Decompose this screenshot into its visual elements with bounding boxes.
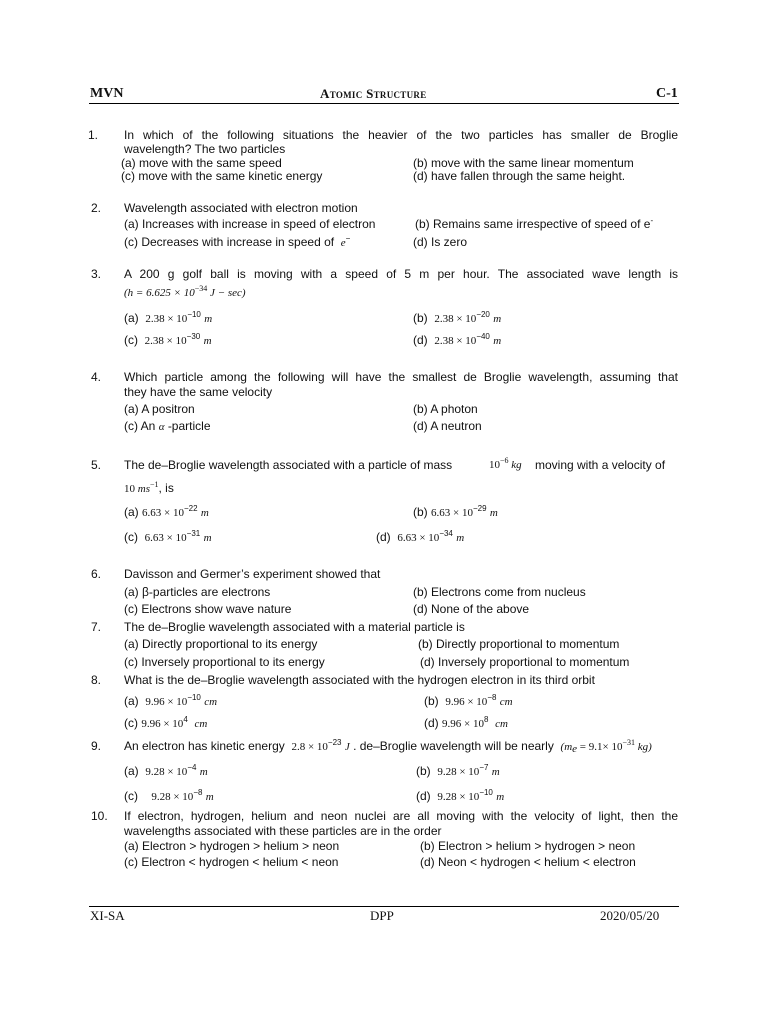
header-left: MVN [90,86,124,101]
q3-option-b [413,311,501,326]
q9-ke-exp: −23 [327,738,342,747]
q3-option-a [124,311,212,326]
q3-given [124,284,246,299]
q2-option-c-math: e [340,237,346,249]
q3-option-a-label: (a) [124,311,139,325]
q3-given-unit: J − sec) [210,287,246,299]
q10-number: 10. [91,809,108,823]
q9-option-b-exp: −7 [479,763,489,772]
q5-option-d-exp: −34 [439,529,453,538]
q2-option-c [124,235,350,250]
q3-option-c-unit: m [203,335,212,347]
q7-number: 7. [91,620,102,634]
q9-option-c [124,789,214,804]
q3-option-c-label: (c) [124,333,138,347]
q8-option-a-exp: −10 [187,693,201,702]
q8-option-d [424,716,508,731]
q5-option-c [124,530,212,545]
q5-velocity-unit: ms [137,483,150,495]
q5-option-a [124,505,209,520]
q3-option-c-exp: −30 [186,332,201,341]
q8-option-a-unit: cm [204,696,218,708]
q7-option-b: (b) Directly proportional to momentum [418,637,620,651]
q9-option-a-mantissa: 9.28 × 10 [145,766,188,778]
q8-option-b-unit: cm [499,696,513,708]
q3-given-exp: −34 [194,284,208,293]
q8-option-d-mantissa: 9.96 × 10 [442,718,484,730]
q6-number: 6. [91,567,102,581]
header-page-code: C-1 [656,86,678,101]
q9-option-b-mantissa: 9.28 × 10 [437,766,480,778]
q4-option-d: (d) A neutron [413,419,482,433]
q9-option-d [416,789,504,804]
q4-option-c [124,419,211,434]
q9-option-b-unit: m [491,766,500,778]
q5-mass [489,456,522,471]
q1-line2: wavelength? The two particles [124,142,286,156]
q2-text: Wavelength associated with electron motion [124,201,358,215]
q10-option-c: (c) Electron < hydrogen < helium < neon [124,855,339,869]
q5-option-a-mantissa: 6.63 × 10 [142,507,184,519]
q5-velocity [124,481,174,495]
q7-option-d: (d) Inversely proportional to momentum [420,655,630,669]
q9-option-d-exp: −10 [479,788,493,797]
q2-option-b-sup: - [650,216,654,225]
q5-option-a-label: (a) [124,505,139,519]
q7-text: The de–Broglie wavelength associated with a material particle is [124,620,465,634]
q10-line1: If electron, hydrogen, helium and neon nuclei are all moving with the velocity of light, then the [124,809,678,823]
q8-option-c [124,716,207,731]
q3-option-d-mantissa: 2.38 × 10 [434,335,477,347]
q5-option-c-unit: m [203,532,212,544]
q5-mass-exp: −6 [500,456,509,465]
q9-option-a-label: (a) [124,764,139,778]
q4-option-a: (a) A positron [124,402,195,416]
q7-option-c: (c) Inversely proportional to its energy [124,655,325,669]
q2-number: 2. [91,201,102,215]
q5-option-b-label: (b) [413,505,428,519]
q5-line1b: moving with a velocity of [535,458,666,472]
q9-option-b [416,764,500,779]
footer-center: DPP [370,908,394,923]
q8-option-a-mantissa: 9.96 × 10 [145,696,188,708]
q5-option-b [413,505,498,520]
q10-option-d: (d) Neon < hydrogen < helium < electron [420,855,636,869]
q6-text: Davisson and Germer’s experiment showed that [124,567,381,581]
q5-line1a: The de–Broglie wavelength associated with a particle of mass [124,458,453,472]
q5-option-c-label: (c) [124,530,138,544]
q10-option-b: (b) Electron > helium > hydrogen > neon [420,839,636,853]
q5-option-d-mantissa: 6.63 × 10 [397,532,440,544]
q4-number: 4. [91,370,102,384]
q9-option-d-mantissa: 9.28 × 10 [437,791,480,803]
q2-option-d: (d) Is zero [413,235,468,249]
q5-option-a-exp: −22 [183,504,198,513]
q9-option-c-label: (c) [124,789,138,803]
q3-line1: A 200 g golf ball is moving with a speed of 5 m per hour. The associated wave length is [124,267,678,281]
q3-option-a-exp: −10 [187,310,201,319]
q3-option-c-mantissa: 2.38 × 10 [144,335,187,347]
q5-option-b-unit: m [489,507,498,519]
q2-option-c-sup: − [345,234,351,243]
q9-option-a-unit: m [199,766,208,778]
q9-me-exp: −31 [622,738,635,747]
q3-option-d-unit: m [493,335,502,347]
q5-option-c-exp: −31 [186,529,201,538]
footer-date: 2020/05/20 [600,908,660,923]
q5-option-d-label: (d) [376,530,391,544]
q3-option-c [124,333,212,348]
q8-option-c-label: (c) [124,716,138,730]
q2-option-c-text: (c) Decreases with increase in speed of [124,235,335,249]
q6-option-c: (c) Electrons show wave nature [124,602,292,616]
q8-option-b-mantissa: 9.96 × 10 [445,696,488,708]
q5-line2-suffix: , is [158,481,174,495]
q5-velocity-value: 10 [124,483,135,495]
q1-option-d: (d) have fallen through the same height. [413,169,626,183]
q3-option-b-unit: m [493,313,502,325]
q6-option-d: (d) None of the above [413,602,530,616]
q6-option-b: (b) Electrons come from nucleus [413,585,586,599]
q2-option-b-text: (b) Remains same irrespective of speed of e [415,217,651,231]
q1-line1: In which of the following situations the heavier of the two particles has smaller de Broglie [124,128,678,142]
q5-option-c-mantissa: 6.63 × 10 [144,532,187,544]
q2-option-b [415,217,653,231]
q1-option-b: (b) move with the same linear momentum [413,156,634,170]
q5-option-b-exp: −29 [472,504,487,513]
q4-line1: Which particle among the following will have the smallest de Broglie wavelength, assuming that [124,370,678,384]
q5-velocity-exp: −1 [149,480,159,489]
q10-option-a: (a) Electron > hydrogen > helium > neon [124,839,340,853]
q9-number: 9. [91,739,102,753]
q9-option-a [124,764,208,779]
q10-line2: wavelengths associated with these particles are in the order [124,824,442,838]
q4-option-c-suffix: -particle [167,419,211,433]
q3-option-b-mantissa: 2.38 × 10 [434,313,477,325]
q9-me-symbol: (m [560,741,573,753]
q5-option-a-unit: m [200,507,209,519]
q9-text-end: . de–Broglie wavelength will be nearly [353,739,554,753]
q9-text [124,739,652,754]
q9-option-a-exp: −4 [187,763,197,772]
footer-left: XI-SA [90,908,125,923]
q9-text-start: An electron has kinetic energy [124,739,285,753]
q8-option-b-exp: −8 [487,693,497,702]
q1-option-c: (c) move with the same kinetic energy [121,169,323,183]
q8-option-c-mantissa: 9.96 × 10 [141,718,184,730]
header-rule [89,103,679,104]
q8-text: What is the de–Broglie wavelength associated with the hydrogen electron in its third orbit [124,673,595,687]
q1-option-a: (a) move with the same speed [121,156,282,170]
q5-mass-value: 10 [489,459,500,471]
q3-number: 3. [91,267,102,281]
footer-rule [89,906,679,907]
q4-option-b: (b) A photon [413,402,478,416]
q9-electron-mass [560,738,652,755]
q8-option-c-exp: 4 [183,715,188,724]
q5-mass-unit: kg [511,459,522,471]
q3-option-d-exp: −40 [476,332,490,341]
q8-number: 8. [91,673,102,687]
q3-option-b-label: (b) [413,311,428,325]
q4-line2: they have the same velocity [124,385,273,399]
q8-option-a-label: (a) [124,694,139,708]
q8-option-d-unit: cm [495,718,508,730]
q3-option-a-mantissa: 2.38 × 10 [145,313,188,325]
q5-option-b-mantissa: 6.63 × 10 [431,507,473,519]
q9-option-b-label: (b) [416,764,431,778]
q8-option-a [124,694,217,709]
header-title: Atomic Structure [320,86,427,101]
q9-option-d-label: (d) [416,789,431,803]
q6-option-a: (a) β-particles are electrons [124,585,271,599]
q4-option-c-text: (c) An [124,419,156,433]
q9-ke-value: 2.8 × 10 [291,741,328,753]
q1-number: 1. [88,128,99,142]
q9-me-value: = 9.1× 10 [579,741,623,753]
q3-option-b-exp: −20 [476,310,490,319]
q9-option-c-mantissa: 9.28 × 10 [151,791,194,803]
q3-given-text: (h = 6.625 × 10 [124,287,195,299]
q8-option-c-unit: cm [194,718,208,730]
q5-option-d [376,530,464,545]
q7-option-a: (a) Directly proportional to its energy [124,637,318,651]
q5-number: 5. [91,458,102,472]
q8-option-d-label: (d) [424,716,439,730]
q3-option-d [413,333,501,348]
q8-option-d-exp: 8 [483,715,489,724]
q9-option-c-exp: −8 [193,788,203,797]
q2-option-a: (a) Increases with increase in speed of electron [124,217,376,231]
q5-option-d-unit: m [456,532,465,544]
q8-option-b [424,694,513,709]
q9-option-d-unit: m [496,791,505,803]
q9-me-sub: e [572,743,578,755]
q8-option-b-label: (b) [424,694,439,708]
q9-me-unit: kg) [637,741,652,753]
q4-option-c-alpha: α [158,421,165,433]
q9-option-c-unit: m [205,791,214,803]
q9-ke-unit: J [344,741,350,753]
q3-option-a-unit: m [204,313,213,325]
q3-option-d-label: (d) [413,333,428,347]
